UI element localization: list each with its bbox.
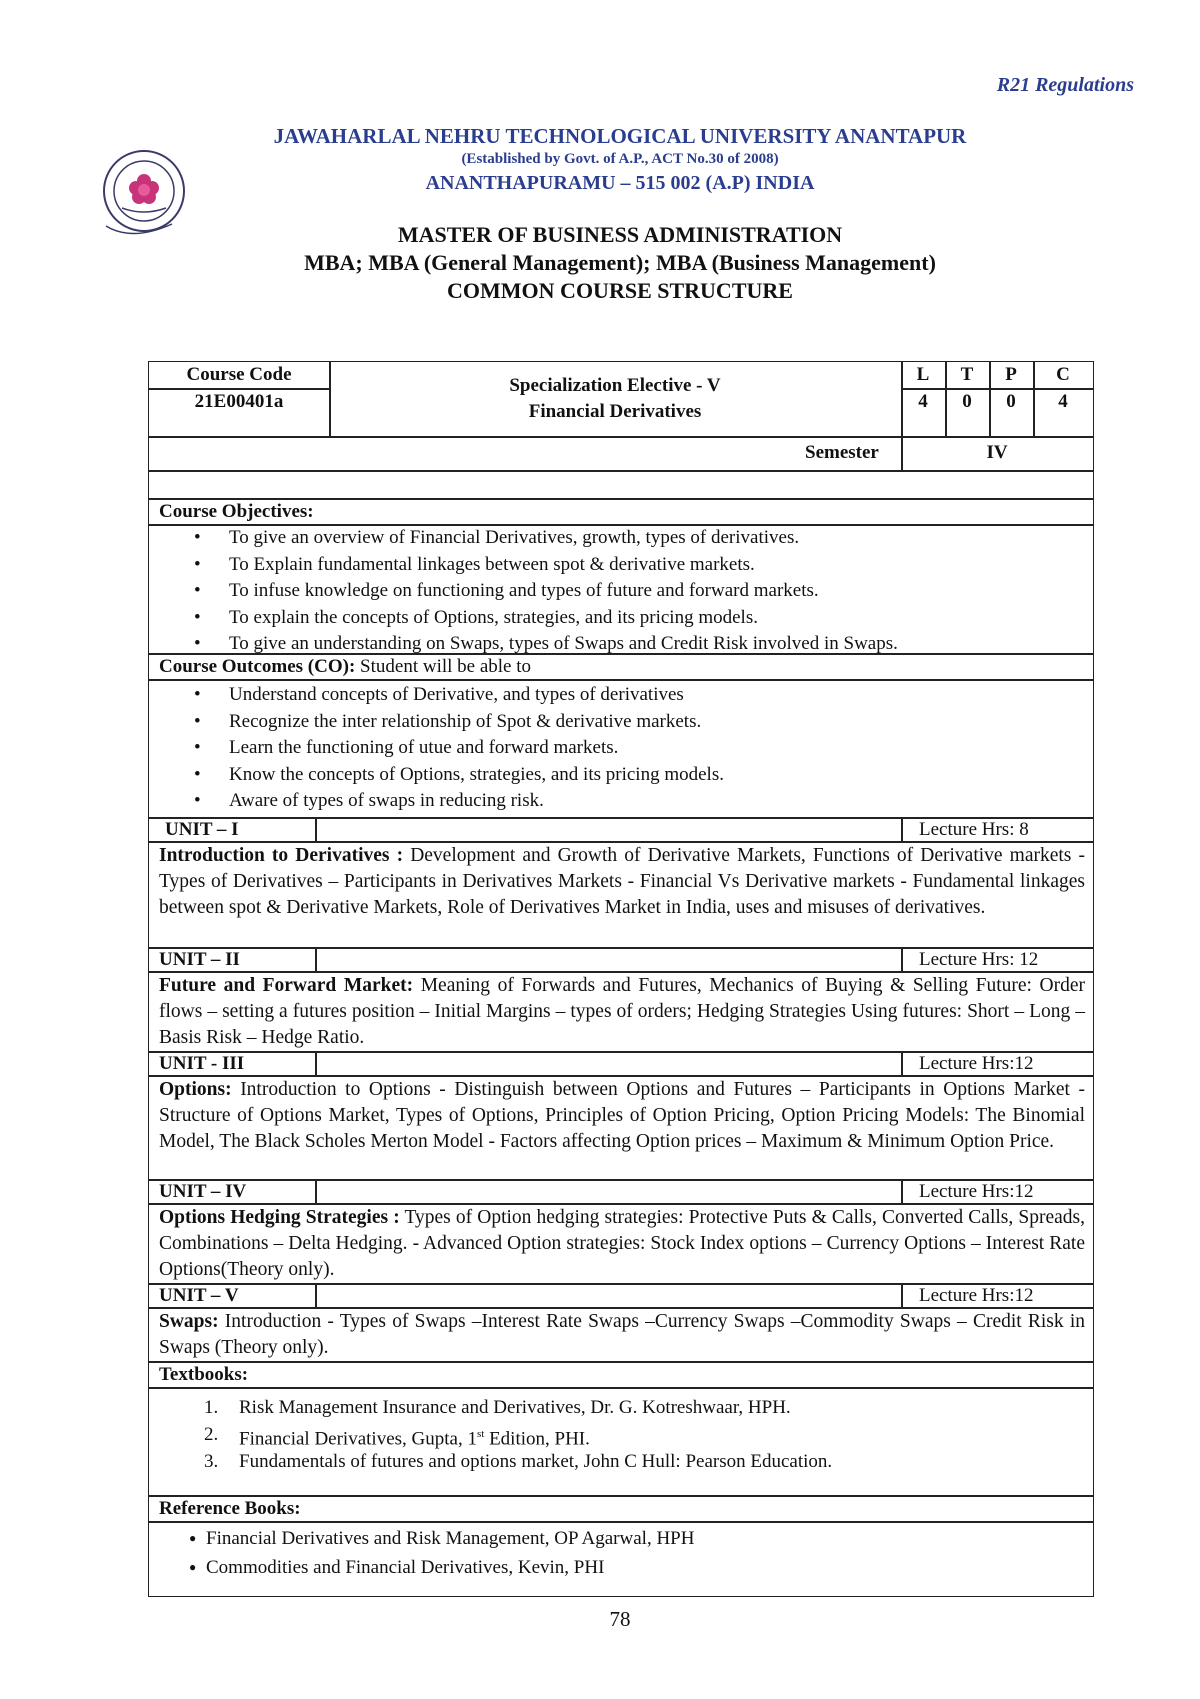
- textbooks-heading: Textbooks:: [159, 1364, 249, 1385]
- unit-5-label: UNIT – V: [159, 1285, 239, 1306]
- course-elective: Specialization Elective - V: [509, 375, 721, 396]
- university-address: ANANTHAPURAMU – 515 002 (A.P) INDIA: [425, 172, 815, 194]
- unit-3-label: UNIT - III: [159, 1053, 245, 1074]
- outcomes-heading-row: [159, 654, 531, 680]
- outcomes-subheading: Student will be able to: [355, 656, 532, 677]
- university-established: (Established by Govt. of A.P., ACT No.30 of 2008): [461, 151, 779, 167]
- course-code: 21E00401a: [194, 391, 284, 412]
- outcomes-heading: Course Outcomes (CO):: [159, 656, 356, 677]
- unit-4-body: Types of Option hedging strategies: Protective Puts & Calls, Converted Calls, Spreads, Combinations – Delta Hedging. - Advanced Option strategies: Stock Index options – Currency Options – Interest Rate Options(Theory only).: [159, 1207, 1085, 1280]
- unit-1-hours: Lecture Hrs: 8: [919, 819, 1029, 840]
- textbook-number: 1.: [204, 1397, 219, 1418]
- unit-5-content: [159, 1309, 1085, 1361]
- textbooks-list: [149, 1394, 1095, 1475]
- list-item: • To give an understanding on Swaps, types of Swaps and Credit Risk involved in Swaps.: [149, 631, 1095, 658]
- unit-2-content: [159, 973, 1085, 1051]
- unit-2-title: Future and Forward Market:: [159, 975, 414, 996]
- objectives-list: [149, 525, 1095, 658]
- unit-3-body: Introduction to Options - Distinguish between Options and Futures – Participants in Options Market - Structure of Options Market, Types of Options, Principles of Option Pricing, Option Pricing Models: The Binomial Model, The Black Scholes Merton Model - Factors affecting Option prices – Maximum & Minimum Option Price.: [159, 1079, 1085, 1152]
- list-item: • Know the concepts of Options, strategies, and its pricing models.: [149, 762, 1095, 789]
- outcomes-list: [149, 682, 1095, 815]
- unit-3-content: [159, 1077, 1085, 1155]
- references-list: [149, 1524, 1095, 1582]
- unit-2-hours: Lecture Hrs: 12: [919, 949, 1039, 970]
- semester-value: IV: [986, 442, 1008, 463]
- list-item: • Understand concepts of Derivative, and types of derivatives: [149, 682, 1095, 709]
- course-table: [148, 361, 1094, 1597]
- ltpc-header-t: T: [960, 364, 974, 385]
- ltpc-value-p: 0: [1006, 391, 1016, 412]
- unit-4-hours: Lecture Hrs:12: [919, 1181, 1034, 1202]
- unit-4-content: [159, 1205, 1085, 1283]
- ltpc-header-l: L: [916, 364, 930, 385]
- program-subtitle: MBA; MBA (General Management); MBA (Business Management): [304, 250, 936, 275]
- textbook-superscript: st: [476, 1428, 485, 1440]
- list-item: • To give an overview of Financial Derivatives, growth, types of derivatives.: [149, 525, 1095, 552]
- unit-2-label: UNIT – II: [159, 949, 240, 970]
- list-item: • To explain the concepts of Options, strategies, and its pricing models.: [149, 605, 1095, 632]
- textbook-number: 2.: [204, 1424, 219, 1445]
- program-title: MASTER OF BUSINESS ADMINISTRATION: [397, 222, 843, 247]
- semester-label: Semester: [805, 442, 879, 463]
- objectives-heading: Course Objectives:: [159, 501, 314, 522]
- list-item: • Recognize the inter relationship of Spot & derivative markets.: [149, 709, 1095, 736]
- unit-2-body: Meaning of Forwards and Futures, Mechanics of Buying & Selling Future: Order flows – setting a futures position – Initial Margins – types of orders; Hedging Strategies Using futures: Short – Long – Basis Risk – Hedge Ratio.: [159, 975, 1085, 1048]
- unit-5-body: Introduction - Types of Swaps –Interest Rate Swaps –Currency Swaps –Commodity Swaps – Credit Risk in Swaps (Theory only).: [159, 1311, 1085, 1358]
- unit-5-title: Swaps:: [159, 1311, 219, 1332]
- list-item: [149, 1448, 1095, 1475]
- list-item: • To Explain fundamental linkages between spot & derivative markets.: [149, 552, 1095, 579]
- list-item: • Aware of types of swaps in reducing risk.: [149, 788, 1095, 815]
- textbook-text: Risk Management Insurance and Derivatives, Dr. G. Kotreshwaar, HPH.: [239, 1397, 791, 1418]
- unit-1-body: Development and Growth of Derivative Markets, Functions of Derivative markets - Types of Derivatives – Participants in Derivatives Markets - Financial Vs Derivative markets - Fundamental linkages between spot & Derivative Markets, Role of Derivatives Market in India, uses and misuses of derivatives.: [159, 845, 1085, 918]
- course-code-label: Course Code: [186, 364, 292, 385]
- list-item: ● Commodities and Financial Derivatives, Kevin, PHI: [149, 1553, 1095, 1582]
- textbook-number: 3.: [204, 1451, 219, 1472]
- unit-5-hours: Lecture Hrs:12: [919, 1285, 1034, 1306]
- list-item: • Learn the functioning of utue and forward markets.: [149, 735, 1095, 762]
- references-heading: Reference Books:: [159, 1498, 301, 1519]
- university-name: JAWAHARLAL NEHRU TECHNOLOGICAL UNIVERSITY ANANTAPUR: [273, 124, 967, 148]
- unit-3-title: Options:: [159, 1079, 232, 1100]
- regulation-label: R21 Regulations: [996, 74, 1134, 96]
- list-item: ● Financial Derivatives and Risk Management, OP Agarwal, HPH: [149, 1524, 1095, 1553]
- textbook-text: Financial Derivatives, Gupta, 1: [239, 1428, 477, 1450]
- ltpc-header-p: P: [1005, 364, 1017, 385]
- ltpc-value-t: 0: [962, 391, 972, 412]
- unit-3-hours: Lecture Hrs:12: [919, 1053, 1034, 1074]
- ltpc-value-c: 4: [1058, 391, 1068, 412]
- unit-1-title: Introduction to Derivatives :: [159, 845, 404, 866]
- unit-4-label: UNIT – IV: [159, 1181, 247, 1202]
- textbook-text: Edition, PHI.: [484, 1428, 590, 1450]
- list-item: • To infuse knowledge on functioning and types of future and forward markets.: [149, 578, 1095, 605]
- unit-4-title: Options Hedging Strategies :: [159, 1207, 400, 1228]
- unit-1-content: [159, 843, 1085, 921]
- ltpc-header-c: C: [1056, 364, 1070, 385]
- list-item: [149, 1394, 1095, 1421]
- ltpc-value-l: 4: [918, 391, 928, 412]
- program-structure: COMMON COURSE STRUCTURE: [447, 278, 793, 303]
- course-title: Financial Derivatives: [528, 401, 702, 422]
- unit-1-label: UNIT – I: [165, 819, 239, 840]
- list-item: [149, 1421, 1095, 1448]
- page-number: 78: [609, 1607, 631, 1631]
- textbook-text: Fundamentals of futures and options market, John C Hull: Pearson Education.: [239, 1451, 833, 1472]
